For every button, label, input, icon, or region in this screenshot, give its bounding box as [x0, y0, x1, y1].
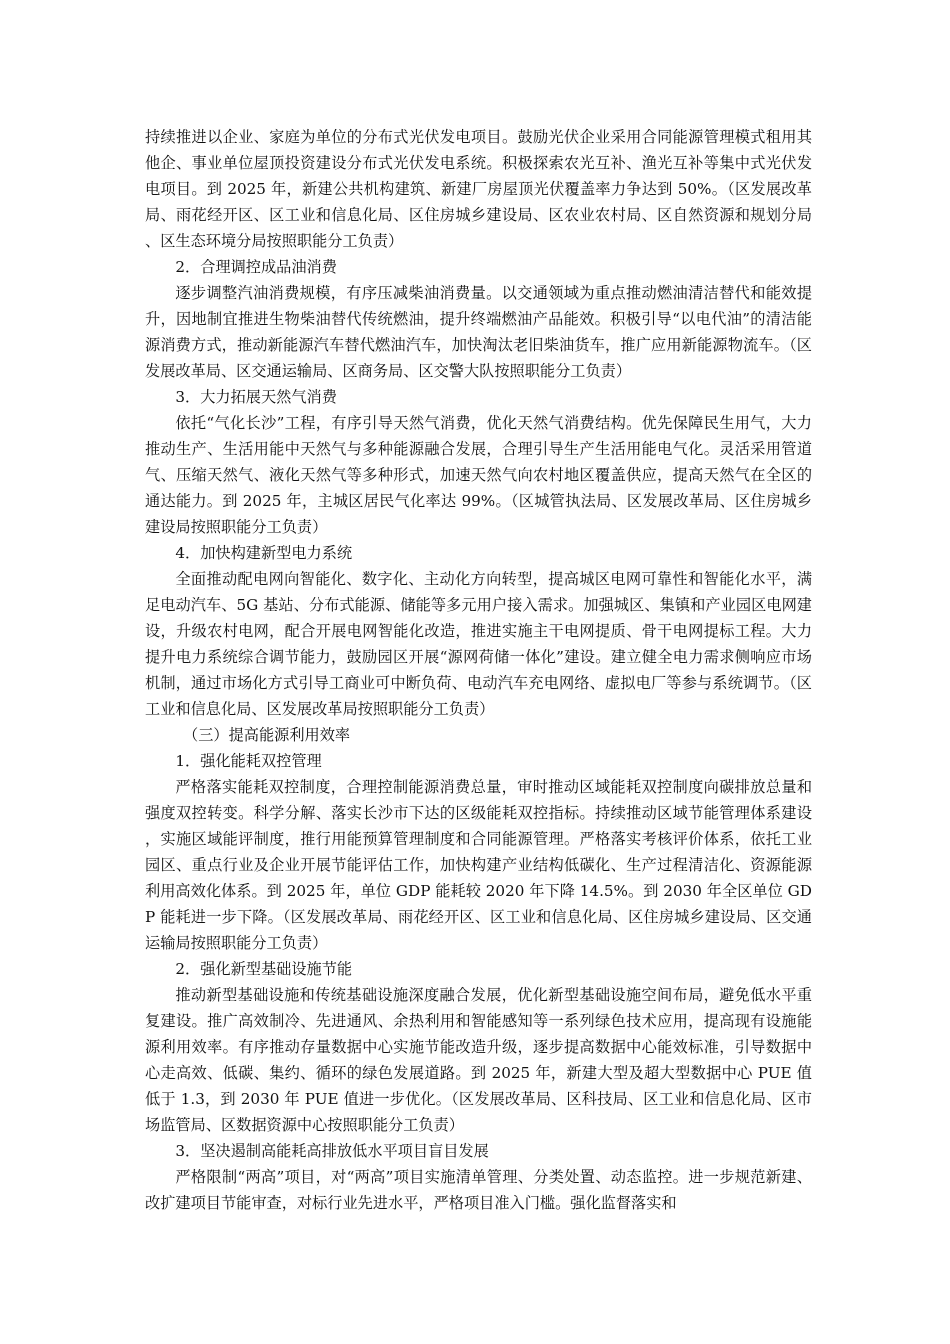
paragraph-continuation: 持续推进以企业、家庭为单位的分布式光伏发电项目。鼓励光伏企业采用合同能源管理模式租用其他企、事业单位屋顶投资建设分布式光伏发电系统。积极探索农光互补、渔光互补等集中式光伏发电项目。到 2025 年，新建公共机构建筑、新建厂房屋顶光伏覆盖率力争达到 50%。（区发展改革局、雨花经开区、区工业和信息化局、区住房城乡建设局、区农业农村局、区自然资源和规划分局、区生态环境分局按照职能分工负责）	[145, 128, 812, 250]
section-heading-energy-efficiency: （三）提高能源利用效率	[183, 726, 351, 744]
subheading-infrastructure-saving: 2．强化新型基础设施节能	[175, 960, 353, 978]
paragraph: 推动新型基础设施和传统基础设施深度融合发展，优化新型基础设施空间布局，避免低水平重复建设。推广高效制冷、先进通风、余热利用和智能感知等一系列绿色技术应用，提高现有设施能源利用效率。有序推动存量数据中心实施节能改造升级，逐步提高数据中心能效标准，引导数据中心走高效、低碳、集约、循环的绿色发展道路。到 2025 年，新建大型及超大型数据中心 PUE 值低于 1.3，到 2030 年 PUE 值进一步优化。（区发展改革局、区科技局、区工业和信息化局、区市场监管局、区数据资源中心按照职能分工负责）	[145, 986, 812, 1134]
paragraph: 全面推动配电网向智能化、数字化、主动化方向转型，提高城区电网可靠性和智能化水平，满足电动汽车、5G 基站、分布式能源、储能等多元用户接入需求。加强城区、集镇和产业园区电网建设，升级农村电网，配合开展电网智能化改造，推进实施主干电网提质、骨干电网提标工程。大力提升电力系统综合调节能力，鼓励园区开展“源网荷储一体化”建设。建立健全电力需求侧响应市场机制，通过市场化方式引导工商业可中断负荷、电动汽车充电网络、虚拟电厂等参与系统调节。（区工业和信息化局、区发展改革局按照职能分工负责）	[145, 570, 812, 718]
document-body	[145, 124, 812, 1216]
subheading-energy-dual-control: 1．强化能耗双控管理	[175, 752, 322, 770]
subheading-natural-gas: 3．大力拓展天然气消费	[175, 388, 337, 406]
subheading-curb-high-emission: 3．坚决遏制高能耗高排放低水平项目盲目发展	[175, 1142, 489, 1160]
subheading-refined-oil: 2．合理调控成品油消费	[175, 258, 337, 276]
paragraph: 严格限制“两高”项目，对“两高”项目实施清单管理、分类处置、动态监控。进一步规范新建、改扩建项目节能审查，对标行业先进水平，严格项目准入门槛。强化监督落实和	[145, 1168, 812, 1212]
paragraph: 严格落实能耗双控制度，合理控制能源消费总量，审时推动区域能耗双控制度向碳排放总量和强度双控转变。科学分解、落实长沙市下达的区级能耗双控指标。持续推动区域节能管理体系建设，实施区域能评制度，推行用能预算管理制度和合同能源管理。严格落实考核评价体系，依托工业园区、重点行业及企业开展节能评估工作，加快构建产业结构低碳化、生产过程清洁化、资源能源利用高效化体系。到 2025 年，单位 GDP 能耗较 2020 年下降 14.5%。到 2030 年全区单位 GDP 能耗进一步下降。（区发展改革局、雨花经开区、区工业和信息化局、区住房城乡建设局、区交通运输局按照职能分工负责）	[145, 778, 812, 952]
paragraph: 依托“气化长沙”工程，有序引导天然气消费，优化天然气消费结构。优先保障民生用气，大力推动生产、生活用能中天然气与多种能源融合发展，合理引导生产生活用能电气化。灵活采用管道气、压缩天然气、液化天然气等多种形式，加速天然气向农村地区覆盖供应，提高天然气在全区的通达能力。到 2025 年，主城区居民气化率达 99%。（区城管执法局、区发展改革局、区住房城乡建设局按照职能分工负责）	[145, 414, 812, 536]
subheading-power-system: 4．加快构建新型电力系统	[175, 544, 353, 562]
paragraph: 逐步调整汽油消费规模，有序压减柴油消费量。以交通领域为重点推动燃油清洁替代和能效提升，因地制宜推进生物柴油替代传统燃油，提升终端燃油产品能效。积极引导“以电代油”的清洁能源消费方式，推动新能源汽车替代燃油汽车，加快淘汰老旧柴油货车，推广应用新能源物流车。（区发展改革局、区交通运输局、区商务局、区交警大队按照职能分工负责）	[145, 284, 812, 380]
